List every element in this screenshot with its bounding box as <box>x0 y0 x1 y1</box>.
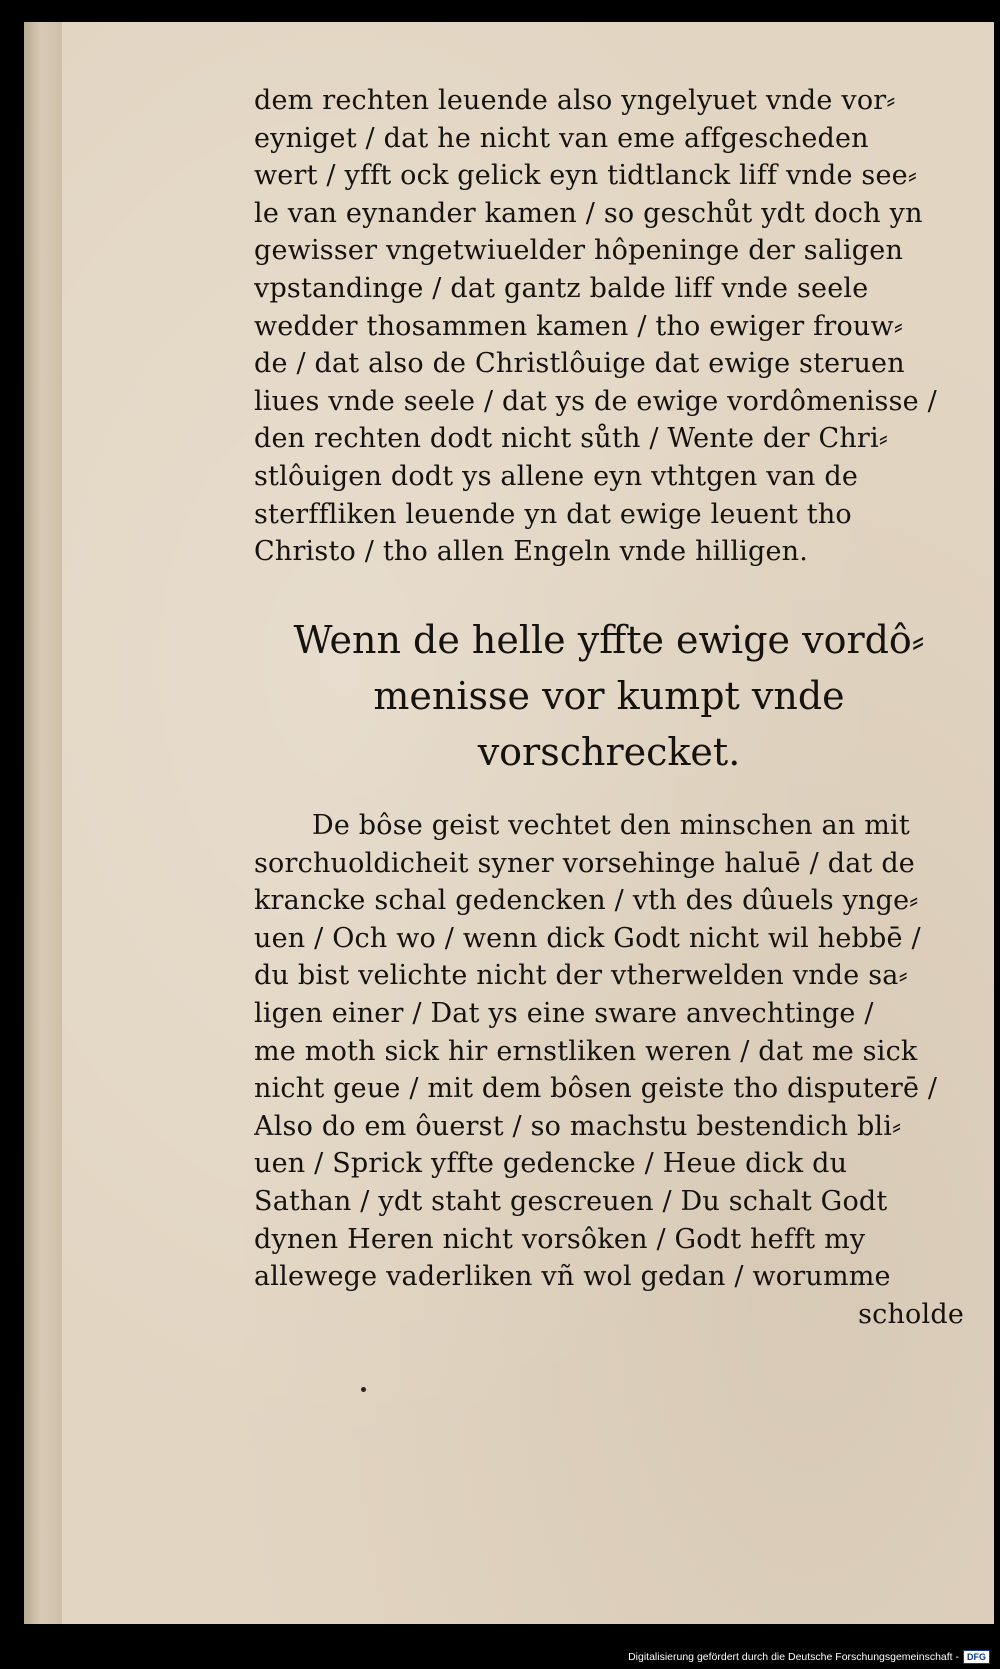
text-line: wert / yfft ock gelick eyn tidtlanck liff vnde see⸗ <box>254 160 918 192</box>
text-line: gewisser vngetwiuelder hôpeninge der saligen <box>254 235 904 267</box>
text-line: uen / Sprick yffte gedencke / Heue dick du <box>254 1148 848 1180</box>
text-line: ligen einer / Dat ys eine sware anvechtinge / <box>254 997 874 1029</box>
heading-line: vorschrecket. <box>477 730 741 774</box>
body-text-bottom <box>254 807 964 1333</box>
text-line: uen / Och wo / wenn dick Godt nicht wil hebbē / <box>254 922 921 954</box>
text-line: dynen Heren nicht vorsôken / Godt hefft my <box>254 1223 866 1255</box>
text-line: de / dat also de Christlôuige dat ewige steruen <box>254 348 905 380</box>
footer-text: Digitalisierung gefördert durch die Deutsche Forschungsgemeinschaft - <box>628 1651 959 1663</box>
body-text-top <box>254 82 964 571</box>
text-line: sorchuoldicheit syner vorsehinge haluē / dat de <box>254 847 915 879</box>
text-line: liues vnde seele / dat ys de ewige vordômenisse / <box>254 385 937 417</box>
text-line: Also do em ôuerst / so machstu bestendich bli⸗ <box>254 1110 902 1142</box>
digitization-footer <box>628 1649 990 1665</box>
catchword: scholde <box>858 1298 964 1330</box>
text-line: dem rechten leuende also yngelyuet vnde vor⸗ <box>254 85 896 116</box>
page-edge <box>24 22 63 1624</box>
text-line: den rechten dodt nicht sůth / Wente der Chri⸗ <box>254 423 889 455</box>
text-line: sterffliken leuende yn dat ewige leuent tho <box>254 498 852 530</box>
text-line: Christo / tho allen Engeln vnde hilligen. <box>254 536 809 568</box>
heading-line: Wenn de helle yffte ewige vordô⸗ <box>293 618 925 662</box>
text-line: eyniget / dat he nicht van eme affgescheden <box>254 122 869 154</box>
text-line: De bôse geist vechtet den minschen an mit <box>312 810 910 841</box>
text-line: le van eynander kamen / so geschůt ydt doch yn <box>254 197 923 229</box>
text-line: wedder thosammen kamen / tho ewiger frouw⸗ <box>254 310 904 342</box>
section-heading <box>250 612 968 780</box>
text-line: krancke schal gedencken / vth des dûuels ynge⸗ <box>254 885 919 917</box>
ink-dot <box>361 1387 366 1392</box>
text-line: du bist velichte nicht der vtherwelden vnde sa⸗ <box>254 960 908 992</box>
text-line: stlôuigen dodt ys allene eyn vthtgen van de <box>254 460 859 492</box>
text-line: Sathan / ydt staht gescreuen / Du schalt Godt <box>254 1185 888 1217</box>
text-line: vpstandinge / dat gantz balde liff vnde seele <box>254 272 869 304</box>
dfg-logo: DFG <box>963 1650 990 1664</box>
text-line: nicht geue / mit dem bôsen geiste tho disputerē / <box>254 1073 938 1105</box>
heading-line: menisse vor kumpt vnde <box>373 674 845 718</box>
text-line: me moth sick hir ernstliken weren / dat me sick <box>254 1035 918 1067</box>
text-line: allewege vaderliken vñ wol gedan / worumme <box>254 1261 891 1293</box>
